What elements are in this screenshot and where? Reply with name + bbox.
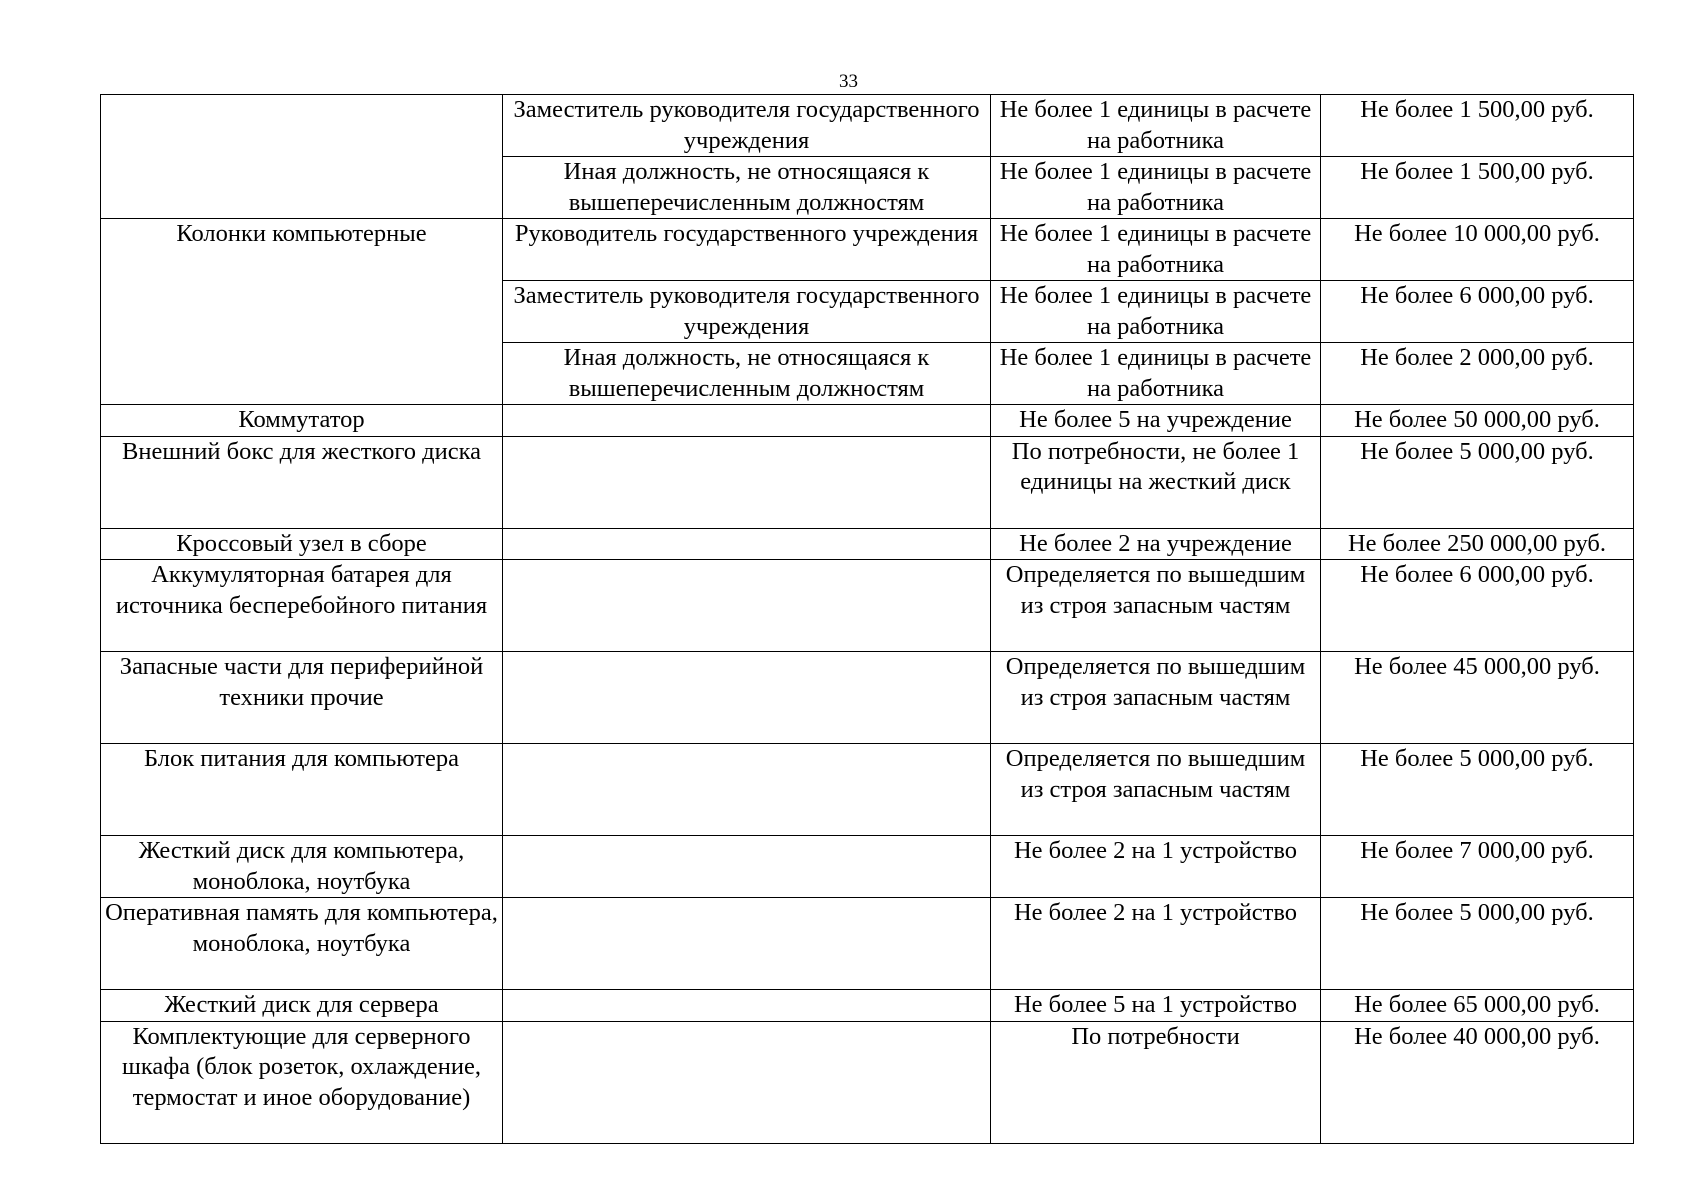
table-row: [101, 405, 1634, 437]
position-cell: [503, 898, 991, 990]
price-cell: Не более 7 000,00 руб.: [1321, 836, 1634, 898]
item-cell: Комплектующие для серверного шкафа (блок розеток, охлаждение, термостат и иное оборудование): [101, 1021, 503, 1143]
position-cell: Руководитель государственного учреждения: [503, 219, 991, 281]
table-row: [101, 652, 1634, 744]
table-row: [101, 219, 1634, 281]
price-cell: Не более 45 000,00 руб.: [1321, 652, 1634, 744]
position-cell: [503, 744, 991, 836]
quantity-cell: Не более 1 единицы в расчете на работника: [991, 281, 1321, 343]
price-cell: Не более 50 000,00 руб.: [1321, 405, 1634, 437]
item-cell: Коммутатор: [101, 405, 503, 437]
position-cell: [503, 990, 991, 1022]
position-cell: [503, 836, 991, 898]
price-cell: Не более 5 000,00 руб.: [1321, 744, 1634, 836]
position-cell: Заместитель руководителя государственного учреждения: [503, 95, 991, 157]
price-cell: Не более 5 000,00 руб.: [1321, 436, 1634, 528]
item-cell: [101, 95, 503, 219]
quantity-cell: Определяется по вышедшим из строя запасным частям: [991, 652, 1321, 744]
table-row: [101, 836, 1634, 898]
quantity-cell: Определяется по вышедшим из строя запасным частям: [991, 744, 1321, 836]
price-cell: Не более 10 000,00 руб.: [1321, 219, 1634, 281]
item-cell: Кроссовый узел в сборе: [101, 528, 503, 560]
quantity-cell: Определяется по вышедшим из строя запасным частям: [991, 560, 1321, 652]
position-cell: [503, 560, 991, 652]
table-row: [101, 95, 1634, 157]
norms-table: [100, 94, 1634, 1144]
quantity-cell: По потребности: [991, 1021, 1321, 1143]
price-cell: Не более 5 000,00 руб.: [1321, 898, 1634, 990]
quantity-cell: Не более 5 на 1 устройство: [991, 990, 1321, 1022]
table-row: [101, 528, 1634, 560]
table-row: [101, 436, 1634, 528]
position-cell: Заместитель руководителя государственного учреждения: [503, 281, 991, 343]
position-cell: Иная должность, не относящаяся к вышеперечисленным должностям: [503, 157, 991, 219]
item-cell: Оперативная память для компьютера, моноблока, ноутбука: [101, 898, 503, 990]
table-row: [101, 744, 1634, 836]
page-number: 33: [839, 71, 858, 92]
position-cell: [503, 1021, 991, 1143]
price-cell: Не более 1 500,00 руб.: [1321, 157, 1634, 219]
quantity-cell: Не более 1 единицы в расчете на работника: [991, 343, 1321, 405]
price-cell: Не более 6 000,00 руб.: [1321, 281, 1634, 343]
item-cell: Запасные части для периферийной техники прочие: [101, 652, 503, 744]
item-cell: Аккумуляторная батарея для источника бесперебойного питания: [101, 560, 503, 652]
price-cell: Не более 65 000,00 руб.: [1321, 990, 1634, 1022]
item-cell: Жесткий диск для сервера: [101, 990, 503, 1022]
quantity-cell: Не более 2 на учреждение: [991, 528, 1321, 560]
price-cell: Не более 40 000,00 руб.: [1321, 1021, 1634, 1143]
quantity-cell: По потребности, не более 1 единицы на жесткий диск: [991, 436, 1321, 528]
position-cell: [503, 528, 991, 560]
price-cell: Не более 250 000,00 руб.: [1321, 528, 1634, 560]
item-cell: Жесткий диск для компьютера, моноблока, ноутбука: [101, 836, 503, 898]
quantity-cell: Не более 5 на учреждение: [991, 405, 1321, 437]
table-row: [101, 898, 1634, 990]
table-row: [101, 560, 1634, 652]
position-cell: [503, 405, 991, 437]
price-cell: Не более 2 000,00 руб.: [1321, 343, 1634, 405]
table-row: [101, 1021, 1634, 1143]
position-cell: [503, 652, 991, 744]
quantity-cell: Не более 1 единицы в расчете на работника: [991, 157, 1321, 219]
quantity-cell: Не более 2 на 1 устройство: [991, 836, 1321, 898]
quantity-cell: Не более 1 единицы в расчете на работника: [991, 219, 1321, 281]
quantity-cell: Не более 1 единицы в расчете на работника: [991, 95, 1321, 157]
price-cell: Не более 1 500,00 руб.: [1321, 95, 1634, 157]
item-cell: Блок питания для компьютера: [101, 744, 503, 836]
position-cell: [503, 436, 991, 528]
price-cell: Не более 6 000,00 руб.: [1321, 560, 1634, 652]
item-cell: Колонки компьютерные: [101, 219, 503, 405]
item-cell: Внешний бокс для жесткого диска: [101, 436, 503, 528]
quantity-cell: Не более 2 на 1 устройство: [991, 898, 1321, 990]
table-row: [101, 990, 1634, 1022]
position-cell: Иная должность, не относящаяся к вышеперечисленным должностям: [503, 343, 991, 405]
